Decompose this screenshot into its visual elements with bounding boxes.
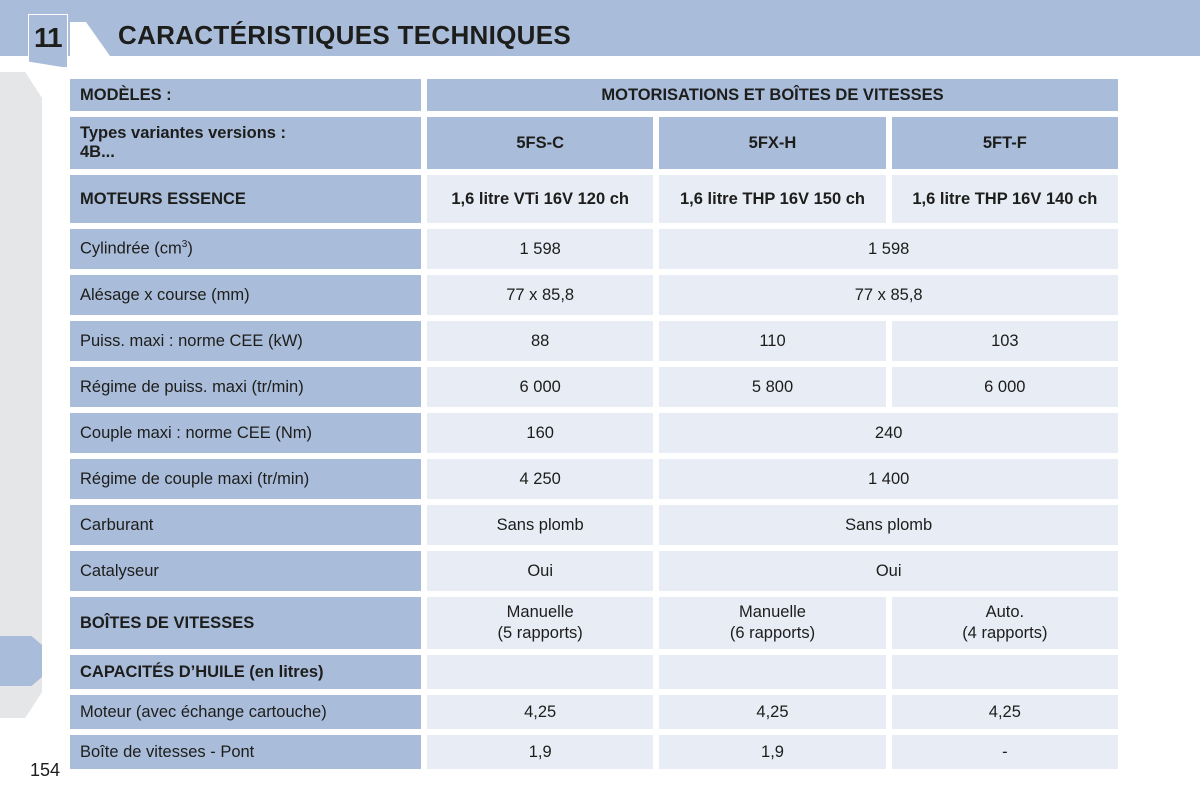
table-row-max-torque-rpm — [70, 459, 1118, 499]
gearbox-value — [659, 597, 885, 649]
chapter-number: 11 — [34, 22, 62, 53]
bore-stroke-value: 77 x 85,8 — [427, 275, 653, 315]
max-power-value: 88 — [427, 321, 653, 361]
oil-engine-value: 4,25 — [427, 695, 653, 729]
gearbox-value — [427, 597, 653, 649]
engines-label: MOTEURS ESSENCE — [70, 175, 421, 223]
max-power-rpm-label: Régime de puiss. maxi (tr/min) — [70, 367, 421, 407]
gearbox-type: Auto. — [985, 603, 1025, 621]
displacement-label-suffix: ) — [187, 239, 193, 258]
engine-cell: 1,6 litre THP 16V 150 ch — [659, 175, 885, 223]
oil-gearbox-value: 1,9 — [659, 735, 885, 769]
table-row-fuel — [70, 505, 1118, 545]
displacement-label-sup: 3 — [181, 239, 188, 251]
models-value: MOTORISATIONS ET BOÎTES DE VITESSES — [427, 79, 1118, 111]
gearbox-type: Manuelle — [739, 603, 806, 621]
gearbox-ratios: (6 rapports) — [729, 624, 816, 642]
gearbox-ratios: (4 rapports) — [962, 624, 1048, 642]
max-torque-rpm-value: 4 250 — [427, 459, 653, 499]
variants-label — [70, 117, 421, 169]
table-row-gearbox — [70, 597, 1118, 649]
page-number: 154 — [30, 760, 61, 780]
table-row-variants — [70, 117, 1118, 169]
displacement-label-prefix: Cylindrée (cm — [80, 239, 182, 258]
max-power-value: 103 — [892, 321, 1118, 361]
max-power-rpm-value: 6 000 — [427, 367, 653, 407]
page-title: CARACTÉRISTIQUES TECHNIQUES — [118, 20, 572, 50]
max-power-label: Puiss. maxi : norme CEE (kW) — [70, 321, 421, 361]
gearbox-ratios: (5 rapports) — [497, 624, 583, 642]
side-chapter-tab — [0, 636, 42, 686]
table-row-max-power — [70, 321, 1118, 361]
displacement-label — [70, 229, 421, 269]
table-row-max-power-rpm — [70, 367, 1118, 407]
max-power-rpm-value: 5 800 — [659, 367, 885, 407]
gearbox-label: BOÎTES DE VITESSES — [70, 597, 421, 649]
table-row-models — [70, 79, 1118, 111]
oil-gearbox-label: Boîte de vitesses - Pont — [70, 735, 421, 769]
displacement-value: 1 598 — [427, 229, 653, 269]
oil-engine-label: Moteur (avec échange cartouche) — [70, 695, 421, 729]
fuel-value: Sans plomb — [427, 505, 653, 545]
side-margin-strip — [0, 72, 42, 718]
max-power-value: 110 — [659, 321, 885, 361]
max-torque-value: 240 — [659, 413, 1118, 453]
oil-engine-value: 4,25 — [892, 695, 1118, 729]
table-row-oil-header — [70, 655, 1118, 689]
displacement-value: 1 598 — [659, 229, 1118, 269]
table-row-displacement — [70, 229, 1118, 269]
oil-label: CAPACITÉS D’HUILE (en litres) — [70, 655, 421, 689]
fuel-value: Sans plomb — [659, 505, 1118, 545]
table-row-engines — [70, 175, 1118, 223]
catalyst-value: Oui — [427, 551, 653, 591]
empty-cell — [659, 655, 885, 689]
table-row-max-torque — [70, 413, 1118, 453]
table-row-bore-stroke — [70, 275, 1118, 315]
gearbox-type: Manuelle — [506, 603, 574, 621]
catalyst-label: Catalyseur — [70, 551, 421, 591]
variant-cell: 5FX-H — [659, 117, 885, 169]
oil-engine-value: 4,25 — [659, 695, 885, 729]
empty-cell — [427, 655, 653, 689]
variant-cell: 5FS-C — [427, 117, 653, 169]
table-row-oil-gearbox — [70, 735, 1118, 769]
fuel-label: Carburant — [70, 505, 421, 545]
table-row-catalyst — [70, 551, 1118, 591]
variants-label-line1: Types variantes versions : — [80, 124, 287, 142]
max-torque-value: 160 — [427, 413, 653, 453]
table-row-oil-engine — [70, 695, 1118, 729]
variants-label-line2: 4B... — [80, 143, 115, 161]
catalyst-value: Oui — [659, 551, 1118, 591]
empty-cell — [892, 655, 1118, 689]
engine-cell: 1,6 litre THP 16V 140 ch — [892, 175, 1118, 223]
gearbox-value — [892, 597, 1118, 649]
specs-table — [64, 73, 1124, 775]
bore-stroke-label: Alésage x course (mm) — [70, 275, 421, 315]
bore-stroke-value: 77 x 85,8 — [659, 275, 1118, 315]
max-power-rpm-value: 6 000 — [892, 367, 1118, 407]
models-label: MODÈLES : — [70, 79, 421, 111]
max-torque-rpm-label: Régime de couple maxi (tr/min) — [70, 459, 421, 499]
variant-cell: 5FT-F — [892, 117, 1118, 169]
oil-gearbox-value: 1,9 — [427, 735, 653, 769]
oil-gearbox-value: - — [892, 735, 1118, 769]
max-torque-rpm-value: 1 400 — [659, 459, 1118, 499]
engine-cell: 1,6 litre VTi 16V 120 ch — [427, 175, 653, 223]
max-torque-label: Couple maxi : norme CEE (Nm) — [70, 413, 421, 453]
